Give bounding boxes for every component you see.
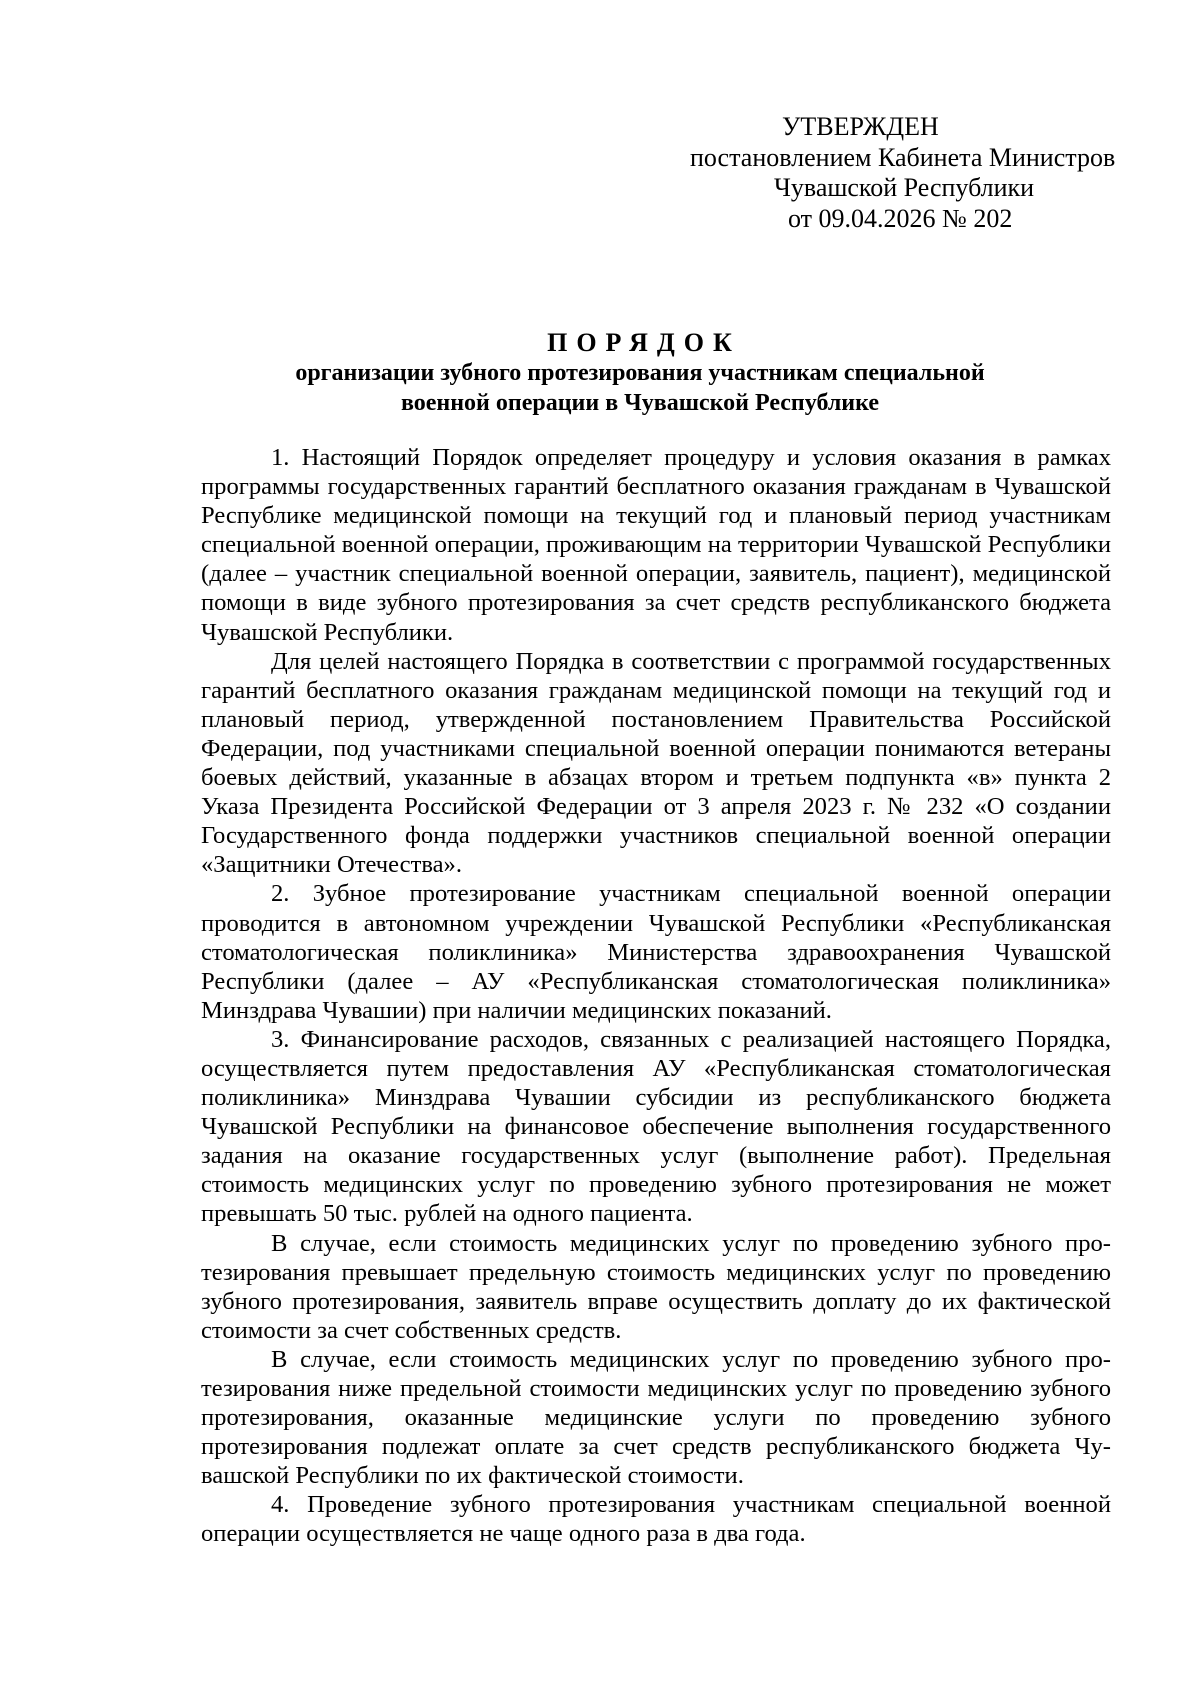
- approval-issuer: постановлением Кабинета Министров: [690, 142, 1116, 172]
- paragraph-4: 3. Финансирование расходов, связанных с реализацией настоящего Порядка, осуществляется путем предоставления АУ «Республиканская стоматологическая поликлиника» Минздрава Чувашии субсидии из республиканского бюджета Чувашской Республики на финансовое обеспечение выполнения государственного задания на оказание государственных услуг (выполнение работ). Предельная стоимость медицинских услуг по проведению зубного протезирования не может превышать 50 тыс. рублей на одного пациента.: [201, 1025, 1111, 1228]
- approval-stamp: [650, 112, 1160, 234]
- approval-title: УТВЕРЖДЕН: [782, 112, 939, 141]
- approval-date-number: от 09.04.2026 № 202: [788, 203, 1013, 233]
- document-body: [201, 443, 1111, 1549]
- paragraph-5: В случае, если стоимость медицинских услуг по проведению зубного протезирования превышает предельную стоимость медицинских услуг по проведению зубного протезирования, заявитель вправе осуществить доплату до их фактической стоимости за счет собственных средств.: [201, 1229, 1111, 1344]
- paragraph-3: 2. Зубное протезирование участникам специальной военной операции проводится в автономном учреждении Чувашской Республики «Республиканская стоматологическая поликлиника» Министерства здравоохранения Чувашской Республики (далее – АУ «Республиканская стоматологическая поликлиника» Минздрава Чувашии) при наличии медицинских показаний.: [201, 880, 1111, 1024]
- paragraph-6: В случае, если стоимость медицинских услуг по проведению зубного протезирования ниже предельной стоимости медицинских услуг по проведению зубного протезирования, оказанные медицинские услуги по проведению зубного протезирования подлежат оплате за счет средств республиканского бюджета Чувашской Республики по их фактической стоимости.: [201, 1345, 1111, 1490]
- paragraph-1: 1. Настоящий Порядок определяет процедуру и условия оказания в рамках программы государственных гарантий бесплатного оказания гражданам в Чувашской Республике медицинской помощи на текущий год и плановый период участникам специальной военной операции, проживающим на территории Чувашской Республики (далее – участник специальной военной операции, заявитель, пациент), медицинской помощи в виде зубного протезирования за счет средств республиканского бюджета Чувашской Республики.: [201, 444, 1111, 646]
- document-heading: [200, 328, 1080, 418]
- paragraph-7: 4. Проведение зубного протезирования участникам специальной военной операции осуществляется не чаще одного раза в два года.: [201, 1491, 1111, 1548]
- document-subtitle-line2: военной операции в Чувашской Республике: [400, 390, 880, 416]
- document-title: ПОРЯДОК: [547, 328, 741, 357]
- approval-republic: Чувашской Республики: [774, 173, 1035, 202]
- document-subtitle-line1: организации зубного протезирования участникам специальной: [295, 360, 985, 386]
- paragraph-2: Для целей настоящего Порядка в соответствии с программой государственных гарантий бесплатного оказания гражданам медицинской помощи на текущий год и плановый период, утвержденной постановлением Правительства Российской Федерации, под участниками специальной военной операции понимаются ветераны боевых действий, указанные в абзацах втором и третьем подпункта «в» пункта 2 Указа Президента Российской Федерации от 3 апреля 2023 г. № 232 «О создании Государственного фонда поддержки участников специальной военной операции «Защитники Отечества».: [201, 647, 1111, 879]
